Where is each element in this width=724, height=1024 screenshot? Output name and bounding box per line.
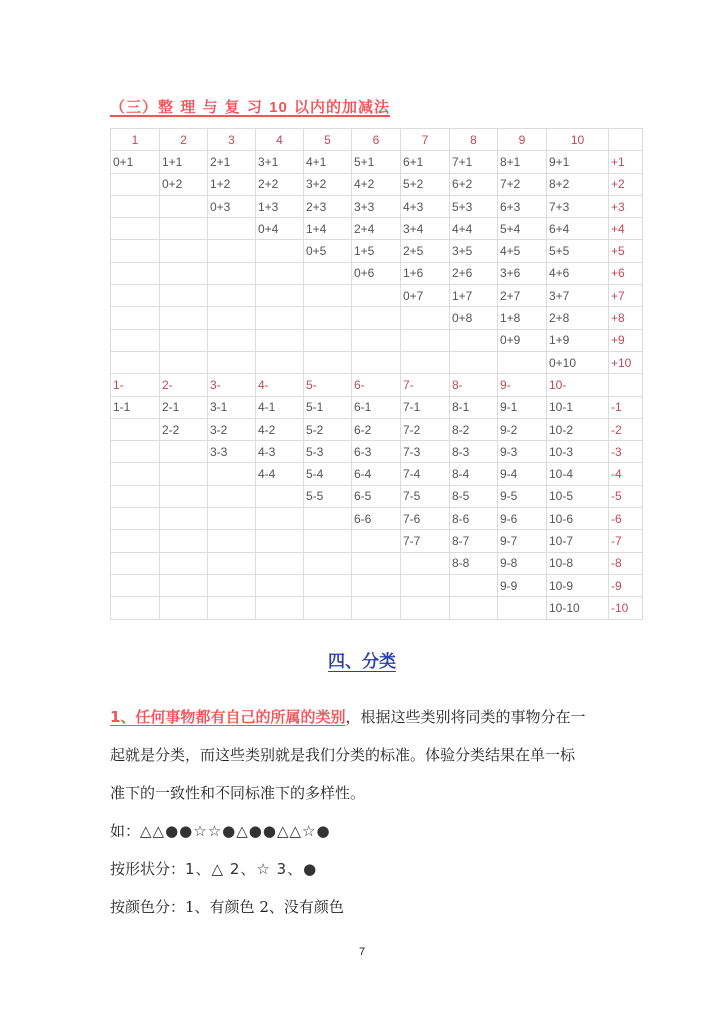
table-header-cell: [609, 129, 643, 151]
table-cell: 8-3: [450, 441, 498, 463]
table-cell: 4+3: [401, 195, 450, 217]
table-cell: [111, 463, 160, 485]
table-cell: [401, 307, 450, 329]
table-cell: 7-4: [401, 463, 450, 485]
table-header-cell: 5: [304, 129, 352, 151]
table-cell: 3+7: [547, 285, 609, 307]
table-cell: [160, 218, 208, 240]
table-header-cell: 7: [401, 129, 450, 151]
table-cell: 3+3: [352, 195, 401, 217]
table-cell: 5+2: [401, 173, 450, 195]
table-cell: 1+7: [450, 285, 498, 307]
table-cell: +4: [609, 218, 643, 240]
table-cell: [352, 307, 401, 329]
table-cell: [111, 240, 160, 262]
table-cell: 7+1: [450, 151, 498, 173]
table-cell: 3-2: [208, 418, 256, 440]
table-cell: +5: [609, 240, 643, 262]
table-cell: 3-3: [208, 441, 256, 463]
table-cell: 6-3: [352, 441, 401, 463]
table-cell: [208, 530, 256, 552]
table-cell: 0+3: [208, 195, 256, 217]
table-cell: -3: [609, 441, 643, 463]
table-cell: 10-5: [547, 485, 609, 507]
table-cell: 5-5: [304, 485, 352, 507]
table-cell: [160, 552, 208, 574]
table-cell: [160, 351, 208, 373]
table-cell: 9-4: [498, 463, 547, 485]
table-cell: 8+2: [547, 173, 609, 195]
table-cell: -9: [609, 574, 643, 596]
table-cell: [160, 597, 208, 619]
table-cell: [111, 508, 160, 530]
table-cell: 3+2: [304, 173, 352, 195]
section-title-suffix: 以内的加减法: [287, 98, 391, 116]
page-number: 7: [358, 946, 366, 958]
table-cell: [111, 285, 160, 307]
table-cell: -7: [609, 530, 643, 552]
table-cell: 9+1: [547, 151, 609, 173]
table-header-cell: 9-: [498, 374, 547, 396]
table-cell: -10: [609, 597, 643, 619]
table-cell: [304, 262, 352, 284]
table-cell: [111, 195, 160, 217]
table-cell: -6: [609, 508, 643, 530]
table-cell: [208, 574, 256, 596]
table-cell: 9-8: [498, 552, 547, 574]
table-cell: [304, 508, 352, 530]
paragraph-line-1: [110, 706, 620, 727]
table-cell: [160, 485, 208, 507]
table-cell: 4-3: [256, 441, 304, 463]
table-cell: [111, 173, 160, 195]
table-cell: -1: [609, 396, 643, 418]
table-cell: +2: [609, 173, 643, 195]
table-cell: [208, 597, 256, 619]
table-cell: 4+5: [498, 240, 547, 262]
table-cell: 2+7: [498, 285, 547, 307]
table-cell: 6-4: [352, 463, 401, 485]
table-cell: 2-2: [160, 418, 208, 440]
table-cell: 6-6: [352, 508, 401, 530]
table-header-cell: 7-: [401, 374, 450, 396]
table-header-cell: 10: [547, 129, 609, 151]
table-cell: 1-1: [111, 396, 160, 418]
table-row: [111, 218, 643, 240]
table-cell: [401, 329, 450, 351]
table-cell: 1+8: [498, 307, 547, 329]
table-cell: 7-3: [401, 441, 450, 463]
table-cell: [401, 597, 450, 619]
table-cell: 3+6: [498, 262, 547, 284]
table-header-cell: 4-: [256, 374, 304, 396]
table-cell: [401, 552, 450, 574]
table-row: [111, 240, 643, 262]
table-row: [111, 173, 643, 195]
table-row: [111, 508, 643, 530]
table-cell: [111, 329, 160, 351]
table-cell: 2+4: [352, 218, 401, 240]
table-cell: [352, 552, 401, 574]
table-header-cell: 8-: [450, 374, 498, 396]
table-cell: 0+2: [160, 173, 208, 195]
by-shape-text: 1、△ 2、☆ 3、●: [185, 860, 318, 878]
paragraph-line-1-rest: ，根据这些类别将同类的事物分在一: [345, 708, 586, 726]
table-row: [111, 307, 643, 329]
table-cell: 1+6: [401, 262, 450, 284]
table-cell: [352, 574, 401, 596]
table-cell: -2: [609, 418, 643, 440]
by-color-text: 1、有颜色 2、没有颜色: [185, 898, 344, 916]
table-cell: [352, 530, 401, 552]
table-header-row: [111, 374, 643, 396]
table-row: [111, 463, 643, 485]
table-cell: [208, 329, 256, 351]
table-cell: 7-7: [401, 530, 450, 552]
table-cell: [256, 597, 304, 619]
table-cell: 6+4: [547, 218, 609, 240]
table-cell: [256, 574, 304, 596]
table-header-cell: 8: [450, 129, 498, 151]
table-cell: 10-2: [547, 418, 609, 440]
heading-classification: [0, 647, 724, 672]
table-cell: 8-2: [450, 418, 498, 440]
heading-classification-text: 四、分类: [328, 652, 396, 672]
table-row: [111, 351, 643, 373]
table-cell: 10-9: [547, 574, 609, 596]
table-header-row: [111, 129, 643, 151]
table-cell: 3+4: [401, 218, 450, 240]
table-cell: 1+2: [208, 173, 256, 195]
table-cell: 10-3: [547, 441, 609, 463]
table-cell: -4: [609, 463, 643, 485]
table-cell: [304, 574, 352, 596]
table-cell: [160, 508, 208, 530]
table-header-cell: 2: [160, 129, 208, 151]
table-row: [111, 418, 643, 440]
table-cell: 4+1: [304, 151, 352, 173]
table-cell: [352, 329, 401, 351]
table-cell: 7+3: [547, 195, 609, 217]
table-cell: 5-1: [304, 396, 352, 418]
table-cell: [450, 351, 498, 373]
table-cell: [304, 552, 352, 574]
example-label: 如：: [110, 822, 141, 840]
table-header-cell: 10-: [547, 374, 609, 396]
example-line: [110, 820, 620, 841]
table-header-cell: 1-: [111, 374, 160, 396]
table-cell: [256, 530, 304, 552]
table-cell: [401, 574, 450, 596]
table-cell: 8-6: [450, 508, 498, 530]
table-cell: 2+3: [304, 195, 352, 217]
table-header-cell: 9: [498, 129, 547, 151]
table-cell: 3-1: [208, 396, 256, 418]
table-cell: +3: [609, 195, 643, 217]
table-cell: 10-10: [547, 597, 609, 619]
table-row: [111, 151, 643, 173]
table-cell: 1+4: [304, 218, 352, 240]
by-color-label: 按颜色分：: [110, 898, 186, 916]
section-title-prefix: （三）整 理 与 复 习: [110, 98, 270, 116]
table-cell: 3+5: [450, 240, 498, 262]
section-title-number: 10: [269, 99, 288, 116]
table-cell: [208, 307, 256, 329]
table-cell: 4+6: [547, 262, 609, 284]
table-cell: [111, 530, 160, 552]
table-cell: [160, 195, 208, 217]
by-color-line: [110, 896, 620, 917]
table-cell: -8: [609, 552, 643, 574]
table-cell: 5+1: [352, 151, 401, 173]
table-cell: 4+2: [352, 173, 401, 195]
table-cell: [450, 597, 498, 619]
table-cell: +9: [609, 329, 643, 351]
table-cell: +7: [609, 285, 643, 307]
table-cell: 5+3: [450, 195, 498, 217]
table-cell: [304, 597, 352, 619]
table-cell: [450, 329, 498, 351]
table-cell: [208, 508, 256, 530]
table-row: [111, 396, 643, 418]
table-cell: 6-1: [352, 396, 401, 418]
table-header-cell: 6: [352, 129, 401, 151]
table-cell: 3+1: [256, 151, 304, 173]
table-cell: [256, 485, 304, 507]
table-cell: 10-6: [547, 508, 609, 530]
table-cell: [256, 351, 304, 373]
table-cell: 8+1: [498, 151, 547, 173]
table-cell: [111, 441, 160, 463]
paragraph-line-3: 准下的一致性和不同标准下的多样性。: [110, 784, 366, 802]
table-cell: [208, 218, 256, 240]
table-row: [111, 530, 643, 552]
table-cell: +8: [609, 307, 643, 329]
table-cell: [304, 329, 352, 351]
table-cell: 5-2: [304, 418, 352, 440]
table-cell: 1+1: [160, 151, 208, 173]
table-cell: [111, 597, 160, 619]
section-title: [110, 96, 390, 117]
table-cell: [160, 530, 208, 552]
table-cell: 2+6: [450, 262, 498, 284]
table-cell: [160, 463, 208, 485]
highlight-text: 1、任何事物都有自己的所属的类别: [110, 708, 346, 726]
table-header-cell: 5-: [304, 374, 352, 396]
table-cell: 0+6: [352, 262, 401, 284]
table-cell: 1+9: [547, 329, 609, 351]
table-cell: [304, 351, 352, 373]
table-cell: [352, 285, 401, 307]
table-cell: 7-6: [401, 508, 450, 530]
table-header-cell: 1: [111, 129, 160, 151]
table-cell: [352, 351, 401, 373]
table-cell: [256, 240, 304, 262]
table-cell: [111, 351, 160, 373]
table-cell: 7-2: [401, 418, 450, 440]
table-cell: 4-4: [256, 463, 304, 485]
table-cell: 0+10: [547, 351, 609, 373]
table-row: [111, 552, 643, 574]
add-sub-table: [110, 128, 643, 620]
table-cell: [160, 441, 208, 463]
table-cell: 10-7: [547, 530, 609, 552]
table-cell: +1: [609, 151, 643, 173]
table-cell: [208, 463, 256, 485]
table-cell: 5+4: [498, 218, 547, 240]
table-cell: [256, 329, 304, 351]
table-cell: [208, 285, 256, 307]
example-shapes: △△●●☆☆●△●●△△☆●: [140, 822, 331, 840]
table-cell: 10-4: [547, 463, 609, 485]
table-cell: 4+4: [450, 218, 498, 240]
table-cell: 5-3: [304, 441, 352, 463]
table-header-cell: 4: [256, 129, 304, 151]
table-row: [111, 485, 643, 507]
table-cell: 4-1: [256, 396, 304, 418]
table-header-cell: 3: [208, 129, 256, 151]
table-cell: 0+4: [256, 218, 304, 240]
table-cell: [304, 307, 352, 329]
table-cell: 8-7: [450, 530, 498, 552]
table-header-cell: 6-: [352, 374, 401, 396]
table-row: [111, 262, 643, 284]
table-cell: [401, 351, 450, 373]
table-cell: [208, 262, 256, 284]
table-cell: [450, 574, 498, 596]
table-cell: [111, 485, 160, 507]
table-cell: 0+8: [450, 307, 498, 329]
table-cell: 1+3: [256, 195, 304, 217]
table-header-cell: 3-: [208, 374, 256, 396]
table-cell: 2+1: [208, 151, 256, 173]
table-cell: [111, 307, 160, 329]
table-row: [111, 195, 643, 217]
table-row: [111, 441, 643, 463]
table-cell: 8-5: [450, 485, 498, 507]
table-cell: [498, 351, 547, 373]
table-cell: [160, 262, 208, 284]
table-cell: [256, 552, 304, 574]
table-cell: 6+1: [401, 151, 450, 173]
table-cell: [208, 485, 256, 507]
by-shape-line: [110, 858, 620, 879]
table-cell: 8-8: [450, 552, 498, 574]
table-cell: 9-9: [498, 574, 547, 596]
table-cell: 8-4: [450, 463, 498, 485]
table-cell: 5-4: [304, 463, 352, 485]
table-cell: 6+2: [450, 173, 498, 195]
table-cell: 9-7: [498, 530, 547, 552]
table-cell: 9-5: [498, 485, 547, 507]
table-cell: [111, 262, 160, 284]
table-cell: 9-1: [498, 396, 547, 418]
table-cell: 10-8: [547, 552, 609, 574]
table-header-cell: [609, 374, 643, 396]
table-cell: 0+9: [498, 329, 547, 351]
table-row: [111, 329, 643, 351]
table-cell: 6+3: [498, 195, 547, 217]
table-cell: [160, 240, 208, 262]
table-row: [111, 574, 643, 596]
table-cell: [256, 285, 304, 307]
table-cell: [498, 597, 547, 619]
table-cell: [160, 307, 208, 329]
table-cell: [208, 552, 256, 574]
table-cell: 9-3: [498, 441, 547, 463]
table-cell: [208, 351, 256, 373]
table-cell: 0+5: [304, 240, 352, 262]
by-shape-label: 按形状分：: [110, 860, 186, 878]
table-cell: 9-6: [498, 508, 547, 530]
table-cell: [111, 218, 160, 240]
table-cell: [111, 574, 160, 596]
table-cell: 2+5: [401, 240, 450, 262]
table-cell: [256, 307, 304, 329]
table-cell: 9-2: [498, 418, 547, 440]
table-cell: 6-5: [352, 485, 401, 507]
table-cell: 6-2: [352, 418, 401, 440]
table-cell: [304, 285, 352, 307]
table-cell: [160, 574, 208, 596]
table-cell: 5+5: [547, 240, 609, 262]
table-cell: 1+5: [352, 240, 401, 262]
table-cell: 4-2: [256, 418, 304, 440]
table-cell: [352, 597, 401, 619]
table-header-cell: 2-: [160, 374, 208, 396]
table-cell: +10: [609, 351, 643, 373]
table-cell: -5: [609, 485, 643, 507]
table-cell: [256, 508, 304, 530]
table-cell: +6: [609, 262, 643, 284]
table-cell: 7+2: [498, 173, 547, 195]
table-cell: 10-1: [547, 396, 609, 418]
table-cell: 2+8: [547, 307, 609, 329]
table-cell: 7-1: [401, 396, 450, 418]
table-cell: [208, 240, 256, 262]
table-cell: 2+2: [256, 173, 304, 195]
table-cell: [111, 418, 160, 440]
paragraph-line-2: 起就是分类，而这些类别就是我们分类的标准。体验分类结果在单一标: [110, 746, 576, 764]
table-cell: 7-5: [401, 485, 450, 507]
table-cell: [304, 530, 352, 552]
table-cell: 2-1: [160, 396, 208, 418]
table-row: [111, 597, 643, 619]
table-cell: 0+7: [401, 285, 450, 307]
table-cell: [160, 285, 208, 307]
table-cell: [256, 262, 304, 284]
table-cell: 0+1: [111, 151, 160, 173]
table-cell: [160, 329, 208, 351]
table-row: [111, 285, 643, 307]
table-cell: [111, 552, 160, 574]
table-cell: 8-1: [450, 396, 498, 418]
